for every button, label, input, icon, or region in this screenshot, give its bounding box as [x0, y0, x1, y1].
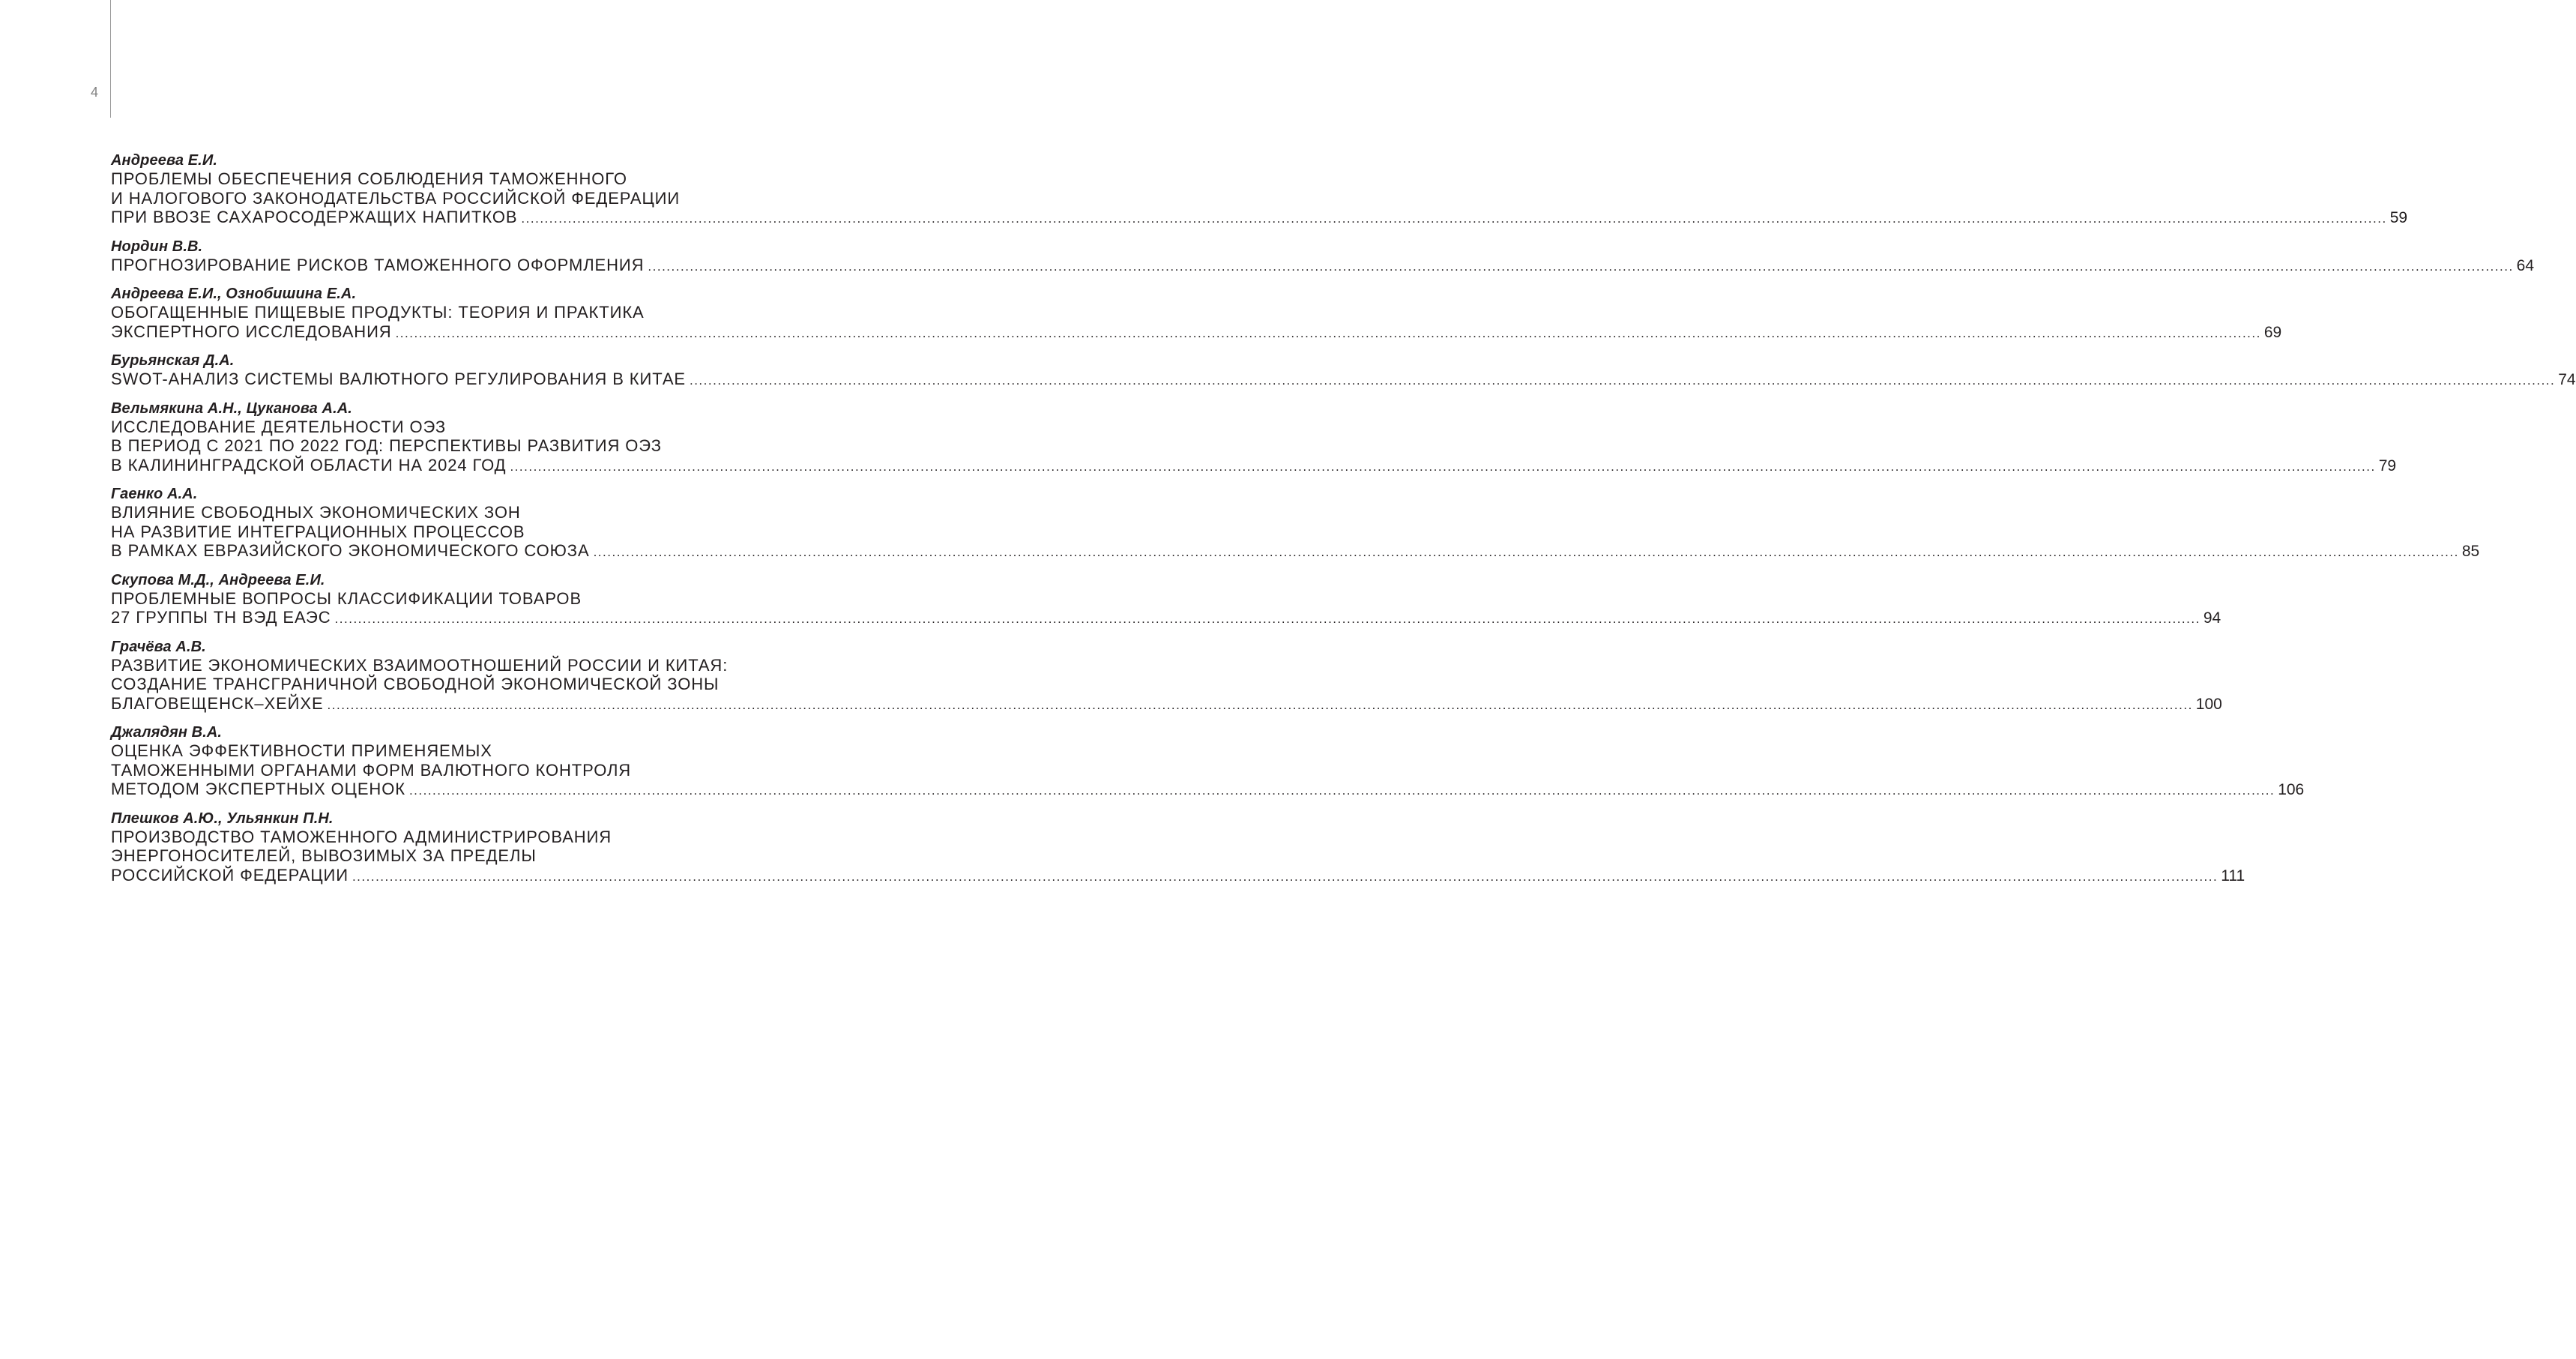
- toc-entry: [111, 238, 2535, 277]
- toc-title-last-line: [111, 693, 2222, 715]
- toc-title-last-line: [111, 865, 2245, 887]
- toc-title-last-line: [111, 541, 2480, 562]
- toc-entry: [111, 285, 2282, 343]
- toc-page-number: 59: [2389, 209, 2408, 226]
- toc-page-number: 111: [2221, 867, 2245, 885]
- toc-title-line: ПРОИЗВОДСТВО ТАМОЖЕННОГО АДМИНИСТРИРОВАНИЯ: [111, 827, 612, 846]
- toc-page-number: 100: [2195, 695, 2222, 713]
- toc-page-number: 69: [2263, 323, 2282, 341]
- toc-entry: [111, 151, 2408, 229]
- margin-rule: [110, 0, 111, 118]
- toc-title-line: ПРОБЛЕМНЫЕ ВОПРОСЫ КЛАССИФИКАЦИИ ТОВАРОВ: [111, 588, 582, 608]
- dot-leader: ................................................................................................................................................................................................................................................................................................................................................................................................................: [408, 783, 2275, 798]
- toc-title-line: ОБОГАЩЕННЫЕ ПИЩЕВЫЕ ПРОДУКТЫ: ТЕОРИЯ И ПРАКТИКА: [111, 303, 645, 322]
- dot-leader: ................................................................................................................................................................................................................................................................................................................................................................................................................: [327, 697, 2193, 712]
- toc-title-last-line: [111, 255, 2535, 277]
- toc-page-number: 94: [2203, 609, 2221, 627]
- toc-title-line: В ПЕРИОД С 2021 ПО 2022 ГОД: ПЕРСПЕКТИВЫ РАЗВИТИЯ ОЭЗ: [111, 436, 662, 455]
- toc-author: Плешков А.Ю., Ульянкин П.Н.: [111, 810, 334, 827]
- toc-title-line: РАЗВИТИЕ ЭКОНОМИЧЕСКИХ ВЗАИМООТНОШЕНИЙ РОССИИ И КИТАЯ:: [111, 655, 729, 675]
- toc-title-last-line: [111, 208, 2408, 229]
- toc-title-last-line: [111, 322, 2282, 343]
- toc-author: Андреева Е.И.: [111, 152, 217, 169]
- toc-title-line: SWOT-АНАЛИЗ СИСТЕМЫ ВАЛЮТНОГО РЕГУЛИРОВАНИЯ В КИТАЕ: [111, 370, 686, 388]
- dot-leader: ................................................................................................................................................................................................................................................................................................................................................................................................................: [521, 211, 2387, 226]
- toc-author: Нордин В.В.: [111, 238, 203, 255]
- toc-title-line: ТАМОЖЕННЫМИ ОРГАНАМИ ФОРМ ВАЛЮТНОГО КОНТРОЛЯ: [111, 760, 632, 780]
- toc-author: Вельмякина А.Н., Цуканова А.А.: [111, 400, 352, 417]
- toc-title-line: ПРОБЛЕМЫ ОБЕСПЕЧЕНИЯ СОБЛЮДЕНИЯ ТАМОЖЕННОГО: [111, 169, 627, 188]
- toc-author: Грачёва А.В.: [111, 638, 206, 655]
- toc-title-line: В КАЛИНИНГРАДСКОЙ ОБЛАСТИ НА 2024 ГОД: [111, 455, 507, 474]
- dot-leader: ................................................................................................................................................................................................................................................................................................................................................................................................................: [593, 545, 2459, 559]
- dot-leader: ................................................................................................................................................................................................................................................................................................................................................................................................................: [648, 259, 2514, 274]
- toc-author: Джалядян В.А.: [111, 724, 223, 741]
- toc-entry: [111, 810, 2245, 887]
- toc-title-line: РОССИЙСКОЙ ФЕДЕРАЦИИ: [111, 865, 349, 885]
- toc-title-last-line: [111, 370, 2576, 391]
- toc-page-number: 85: [2461, 543, 2480, 560]
- toc-entry: [111, 723, 2305, 801]
- page-number: 4: [91, 85, 99, 100]
- dot-leader: ................................................................................................................................................................................................................................................................................................................................................................................................................: [510, 459, 2376, 474]
- dot-leader: ................................................................................................................................................................................................................................................................................................................................................................................................................: [689, 373, 2556, 388]
- toc-title-line: СОЗДАНИЕ ТРАНСГРАНИЧНОЙ СВОБОДНОЙ ЭКОНОМИЧЕСКОЙ ЗОНЫ: [111, 675, 720, 693]
- dot-leader: ................................................................................................................................................................................................................................................................................................................................................................................................................: [352, 869, 2218, 884]
- toc-title-last-line: [111, 608, 2221, 629]
- dot-leader: ................................................................................................................................................................................................................................................................................................................................................................................................................: [334, 612, 2201, 626]
- toc-title-line: 27 ГРУППЫ ТН ВЭД ЕАЭС: [111, 608, 331, 627]
- toc-entry: [111, 571, 2221, 629]
- toc-title-line: В РАМКАХ ЕВРАЗИЙСКОГО ЭКОНОМИЧЕСКОГО СОЮЗА: [111, 541, 590, 560]
- toc-title-line: ПРИ ВВОЗЕ САХАРОСОДЕРЖАЩИХ НАПИТКОВ: [111, 208, 518, 226]
- toc-page-number: 64: [2516, 256, 2535, 274]
- toc-title-line: ПРОГНОЗИРОВАНИЕ РИСКОВ ТАМОЖЕННОГО ОФОРМЛЕНИЯ: [111, 255, 645, 274]
- toc-page-number: 106: [2278, 781, 2305, 798]
- toc-title-line: НА РАЗВИТИЕ ИНТЕГРАЦИОННЫХ ПРОЦЕССОВ: [111, 522, 525, 541]
- toc-author: Скупова М.Д., Андреева Е.И.: [111, 571, 325, 588]
- toc-entry: [111, 400, 2397, 477]
- toc-author: Бурьянская Д.А.: [111, 352, 235, 369]
- toc-author: Гаенко А.А.: [111, 486, 198, 502]
- dot-leader: ................................................................................................................................................................................................................................................................................................................................................................................................................: [395, 325, 2261, 340]
- toc-page-number: 79: [2378, 456, 2397, 474]
- toc-title-line: И НАЛОГОВОГО ЗАКОНОДАТЕЛЬСТВА РОССИЙСКОЙ ФЕДЕРАЦИИ: [111, 188, 681, 208]
- toc-author: Андреева Е.И., Ознобишина Е.А.: [111, 286, 357, 302]
- toc-entry: [111, 485, 2480, 562]
- toc-title-last-line: [111, 455, 2397, 477]
- toc-title-line: ОЦЕНКА ЭФФЕКТИВНОСТИ ПРИМЕНЯЕМЫХ: [111, 741, 492, 760]
- toc-title-last-line: [111, 780, 2305, 801]
- toc-title-line: ЭКСПЕРТНОГО ИССЛЕДОВАНИЯ: [111, 322, 392, 341]
- toc-entry: [111, 638, 2222, 715]
- toc-title-line: ЭНЕРГОНОСИТЕЛЕЙ, ВЫВОЗИМЫХ ЗА ПРЕДЕЛЫ: [111, 846, 537, 865]
- toc-title-line: ВЛИЯНИЕ СВОБОДНЫХ ЭКОНОМИЧЕСКИХ ЗОН: [111, 503, 521, 522]
- toc-title-line: БЛАГОВЕЩЕНСК–ХЕЙХЕ: [111, 693, 324, 713]
- toc-page-number: 74: [2558, 371, 2576, 388]
- toc-title-line: ИССЛЕДОВАНИЕ ДЕЯТЕЛЬНОСТИ ОЭЗ: [111, 417, 447, 436]
- toc-title-line: МЕТОДОМ ЭКСПЕРТНЫХ ОЦЕНОК: [111, 780, 405, 798]
- toc-entry: [111, 352, 2576, 391]
- table-of-contents: [111, 151, 2576, 895]
